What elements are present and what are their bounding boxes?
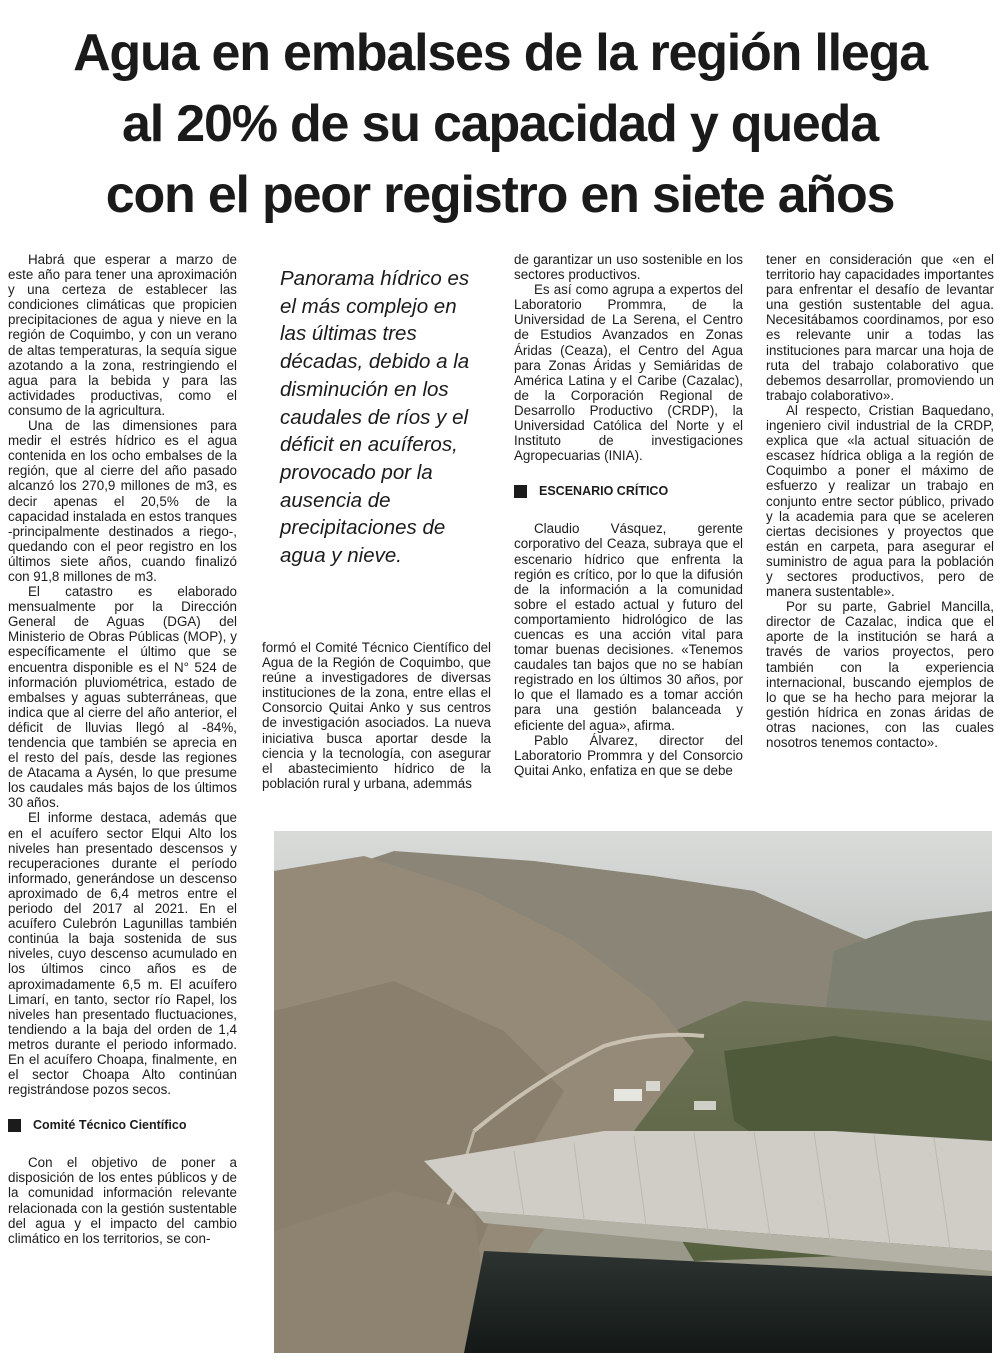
subheading-text: Comité Técnico Científico: [33, 1118, 187, 1133]
paragraph: Pablo Álvarez, director del Laboratorio Prommra y del Consorcio Quitai Anko, enfatiza en que se debe: [514, 732, 743, 778]
paragraph: tener en consideración que «en el territorio hay capacidades importantes para enfrentar el desafío de levantar una gestión sustentable del agua. Necesitábamos coordinamos, por eso es relevante unir a todas las instituciones para marcar una hoja de ruta del trabajo colaborativo que debemos desarrollar, promoviendo un trabajo colaborativo».: [766, 252, 994, 403]
headline-line-2: al 20% de su capacidad y queda: [122, 95, 878, 153]
bullet-square-icon: [8, 1119, 21, 1132]
paragraph: Una de las dimensiones para medir el estrés hídrico es el agua contenida en los ocho embalses de la región, que al cierre del año pasado alcanzó los 270,9 millones de m3, es decir apenas el 20,5% de la capacidad instalada en estos tranques -principalmente destinados a riego-, quedando con el peor registro en los últimos siete años, cuando finalizó con 91,8 millones de m3.: [8, 418, 237, 584]
paragraph: Con el objetivo de poner a disposición de los entes públicos y de la comunidad información relevante relacionada con la gestión sustentable del agua y el impacto del cambio climático en los territorios, se con-: [8, 1155, 237, 1246]
paragraph: de garantizar un uso sostenible en los sectores productivos.: [514, 252, 743, 283]
headline-line-1: Agua en embalses de la región llega: [73, 24, 927, 82]
subheading-comite: [8, 1117, 237, 1133]
subheading-text: ESCENARIO CRÍTICO: [539, 484, 669, 499]
headline-line-3: con el peor registro en siete años: [105, 166, 895, 224]
article-column-2: [262, 640, 491, 791]
paragraph: Habrá que esperar a marzo de este año para tener una aproximación y una certeza de establecer las condiciones climáticas que propicien precipitaciones de agua y nieve en la región de Coquimbo, y con un verano de altas temperaturas, la sequía sigue azotando a la zona, restringiendo el agua para la bebida y para las actividades productivas, como el consumo de la agricultura.: [8, 252, 237, 418]
paragraph: Al respecto, Cristian Baquedano, ingeniero civil industrial de la CRDP, explica que «la actual situación de escasez hídrica obliga a la región de Coquimbo a poner el máximo de esfuerzo y realizar un trabajo en conjunto entre sector público, privado y la academia para que se aceleren ciertas decisiones y proyectos que están en carpeta, para asegurar el suministro de agua para la población y sectores productivos, pero de manera sustentable».: [766, 402, 994, 600]
paragraph: Claudio Vásquez, gerente corporativo del Ceaza, subraya que el escenario hídrico que enfrenta la región es crítico, por lo que la difusión de la información a la comunidad sobre el estado actual y futuro del comportamiento hidrológico de las cuencas es una acción vital para tomar buenas decisiones. «Tenemos caudales tan bajos que no se habían registrado en los últimos 30 años, por lo que el llamado es a tomar acción para una gestión balanceada y eficiente del agua», afirma.: [514, 521, 743, 733]
reservoir-dam-photo: [274, 831, 992, 1353]
paragraph: El catastro es elaborado mensualmente por la Dirección General de Aguas (DGA) del Ministerio de Obras Públicas (MOP), y específicamente el último que se encuentra disponible es el N° 524 de información pluviométrica, estado de embalses y aguas subterráneas, que indica que al cierre del año anterior, el déficit de lluvias llegó al -84%, tendencia que también se aprecia en el resto del país, desde las regiones de Atacama a Aysén, lo que presume los caudales más bajos de los últimos 30 años.: [8, 584, 237, 811]
paragraph: formó el Comité Técnico Científico del Agua de la Región de Coquimbo, que reúne a investigadores de diversas instituciones de la zona, entre ellas el Consorcio Quitai Anko y sus centros de investigación asociados. La nueva iniciativa busca aportar desde la ciencia y la tecnología, con asegurar el abastecimiento hídrico de la población rural y urbana, ademmás: [262, 640, 491, 791]
article-column-1: [8, 252, 237, 1246]
paragraph: Es así como agrupa a expertos del Laboratorio Prommra, de la Universidad de La Serena, el Centro de Estudios Avanzados en Zonas Áridas (Ceaza), el Centro del Agua para Zonas Áridas y Semiáridas de América Latina y el Caribe (Cazalac), de la Corporación Regional de Desarrollo Productivo (CRDP), la Universidad Católica del Norte y el Instituto de investigaciones Agropecuarias (INIA).: [514, 282, 743, 464]
headline: [20, 18, 980, 231]
article-column-3: [514, 252, 743, 778]
article-column-4: [766, 252, 994, 750]
subheading-escenario: [514, 483, 743, 499]
pull-quote: Panorama hídrico es el más complejo en las últimas tres décadas, debido a la disminución en los caudales de ríos y el déficit en acuíferos, provocado por la ausencia de precipitaciones de agua y nieve.: [280, 267, 470, 568]
paragraph: El informe destaca, además que en el acuífero sector Elqui Alto los niveles han presentado descensos y recuperaciones durante el período informado, generándose un descenso aproximado de 6,4 metros entre el periodo del 2017 al 2021. En el acuífero Culebrón Lagunillas también continúa la baja sostenida de sus niveles, cuyo descenso acumulado en los últimos cinco años es de aproximadamente 6,5 m. El acuífero Limarí, en tanto, sector río Rapel, los niveles han presentado fluctuaciones, tendiendo a la baja del orden de 1,4 metros durante el periodo informado. En el acuífero Choapa, finalmente, en el sector Choapa Alto continúan registrándose pozos secos.: [8, 810, 237, 1098]
bullet-square-icon: [514, 485, 527, 498]
paragraph: Por su parte, Gabriel Mancilla, director de Cazalac, indica que el aporte de la institución se hará a través de varios proyectos, pero también con la experiencia internacional, buscando ejemplos de lo que se ha hecho para mejorar la gestión hídrica en zonas áridas de otras naciones, con las cuales nosotros tenemos contacto».: [766, 599, 994, 750]
